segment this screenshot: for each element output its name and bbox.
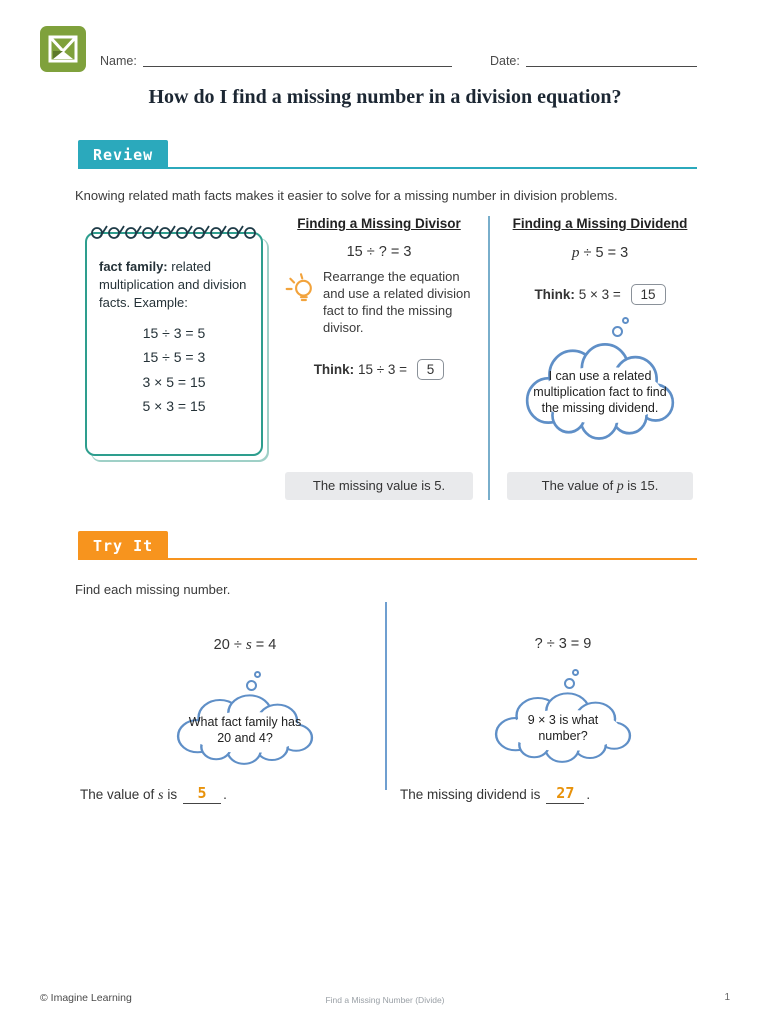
dividend-think-row: [505, 284, 695, 305]
tryit-column-divider: [385, 602, 387, 790]
date-input-line[interactable]: [526, 54, 697, 67]
problem-2-equation: [468, 636, 658, 652]
dividend-cloud-text: I can use a related multiplication fact to find the missing dividend.: [533, 368, 667, 416]
review-rule: [78, 167, 697, 170]
tryit-instruction: Find each missing number.: [75, 582, 231, 597]
tryit-rule: [78, 558, 697, 561]
divisor-tip-text: Rearrange the equation and use a related division fact to find the missing divisor.: [323, 269, 471, 336]
review-section-header: [78, 140, 697, 169]
fact-equation: 3 × 5 = 15: [142, 373, 206, 390]
problem-1: [150, 636, 340, 775]
footer-page-number: 1: [724, 992, 730, 1003]
equation-post: = 4: [251, 637, 277, 653]
divisor-result-box: The missing value is 5.: [285, 472, 473, 500]
review-intro-text: Knowing related math facts makes it easier to solve for a missing number in division problems.: [75, 188, 618, 203]
date-label: Date:: [489, 53, 520, 68]
page-title: How do I find a missing number in a division equation?: [148, 86, 622, 108]
thought-dot-large: [564, 678, 575, 689]
problem-2-cloud-text: 9 × 3 is what number?: [527, 712, 599, 743]
fact-family-definition: [99, 258, 249, 312]
thought-dot-large: [612, 326, 623, 337]
fact-equation: 15 ÷ 5 = 3: [142, 349, 206, 366]
missing-dividend-heading: Finding a Missing Dividend: [512, 216, 688, 231]
think-expression: 15 ÷ 3 =: [357, 361, 408, 377]
fact-family-notebook: [85, 222, 263, 456]
think-expression: 5 × 3 =: [578, 287, 621, 302]
tryit-body: [0, 630, 770, 820]
missing-divisor-equation: 15 ÷ ? = 3: [346, 244, 412, 260]
answer-post: .: [223, 787, 227, 802]
thought-dot-large: [246, 680, 257, 691]
dividend-equation-rest: ÷ 5 = 3: [579, 245, 629, 261]
missing-dividend-column: [505, 216, 695, 493]
thought-dot-small: [572, 669, 579, 676]
result-variable: p: [616, 478, 624, 493]
thought-dot-small: [622, 317, 629, 324]
fact-family-term: fact family:: [99, 259, 168, 274]
review-body: [0, 212, 770, 504]
equation-pre: ? ÷ 3 = 9: [534, 636, 592, 652]
problem-1-equation: [150, 636, 340, 654]
fact-equation: 15 ÷ 3 = 5: [142, 324, 206, 341]
thought-dot-small: [254, 671, 261, 678]
answer-variable: s: [158, 787, 164, 803]
missing-divisor-heading: Finding a Missing Divisor: [297, 216, 461, 231]
lightbulb-icon: [283, 272, 319, 306]
answer-pre: The missing dividend is: [400, 787, 541, 802]
think-label: Think:: [534, 287, 575, 302]
handwritten-answer: 27: [556, 784, 575, 802]
thought-bubble: [514, 337, 686, 447]
footer-document-title: Find a Missing Number (Divide): [325, 995, 445, 1005]
divisor-answer-box: 5: [417, 359, 445, 380]
think-label: Think:: [313, 361, 355, 377]
handwritten-answer: 5: [197, 784, 207, 802]
name-field: [100, 54, 452, 72]
fact-family-text: related multiplication and division facts. Example:: [99, 259, 247, 310]
tryit-section-header: [78, 531, 697, 560]
page-footer: [40, 992, 730, 1008]
missing-divisor-column: [283, 216, 475, 493]
footer-copyright: © Imagine Learning: [40, 992, 132, 1004]
fact-equation: 5 × 3 = 15: [142, 398, 206, 415]
page-header: [40, 26, 697, 72]
dividend-result-box: [507, 472, 693, 500]
result-post: is 15.: [623, 478, 659, 493]
spiral-binding-icon: [87, 222, 259, 244]
problem-2: [468, 636, 658, 773]
answer-pre: The value of: [80, 787, 159, 802]
equation-pre: 20 ÷: [213, 637, 246, 653]
result-pre: The value of: [541, 478, 617, 493]
review-column-divider: [488, 216, 490, 500]
answer-post: .: [586, 787, 591, 802]
tip-row: [283, 268, 475, 337]
divisor-think-row: [283, 359, 475, 380]
missing-dividend-equation: [505, 244, 695, 262]
notebook-paper: [85, 232, 263, 456]
name-input-line[interactable]: [143, 54, 452, 67]
imagine-learning-logo: [40, 26, 86, 72]
problem-1-answer-sentence: [80, 785, 227, 804]
dividend-variable: p: [571, 244, 580, 261]
answer-blank[interactable]: [183, 785, 221, 804]
thought-bubble: [484, 688, 642, 768]
answer-mid: is: [163, 787, 178, 802]
fact-family-equations: [99, 321, 249, 419]
tryit-badge: Try It: [78, 531, 168, 560]
problem-2-answer-sentence: [400, 785, 590, 804]
answer-blank[interactable]: [546, 785, 584, 804]
problem-1-cloud-text: What fact family has 20 and 4?: [188, 714, 302, 745]
name-label: Name:: [100, 53, 137, 68]
thought-bubble: [166, 690, 324, 770]
review-badge: Review: [78, 140, 168, 169]
dividend-answer-box: 15: [631, 284, 666, 305]
equation-variable: s: [245, 636, 252, 653]
date-field: [490, 54, 697, 72]
